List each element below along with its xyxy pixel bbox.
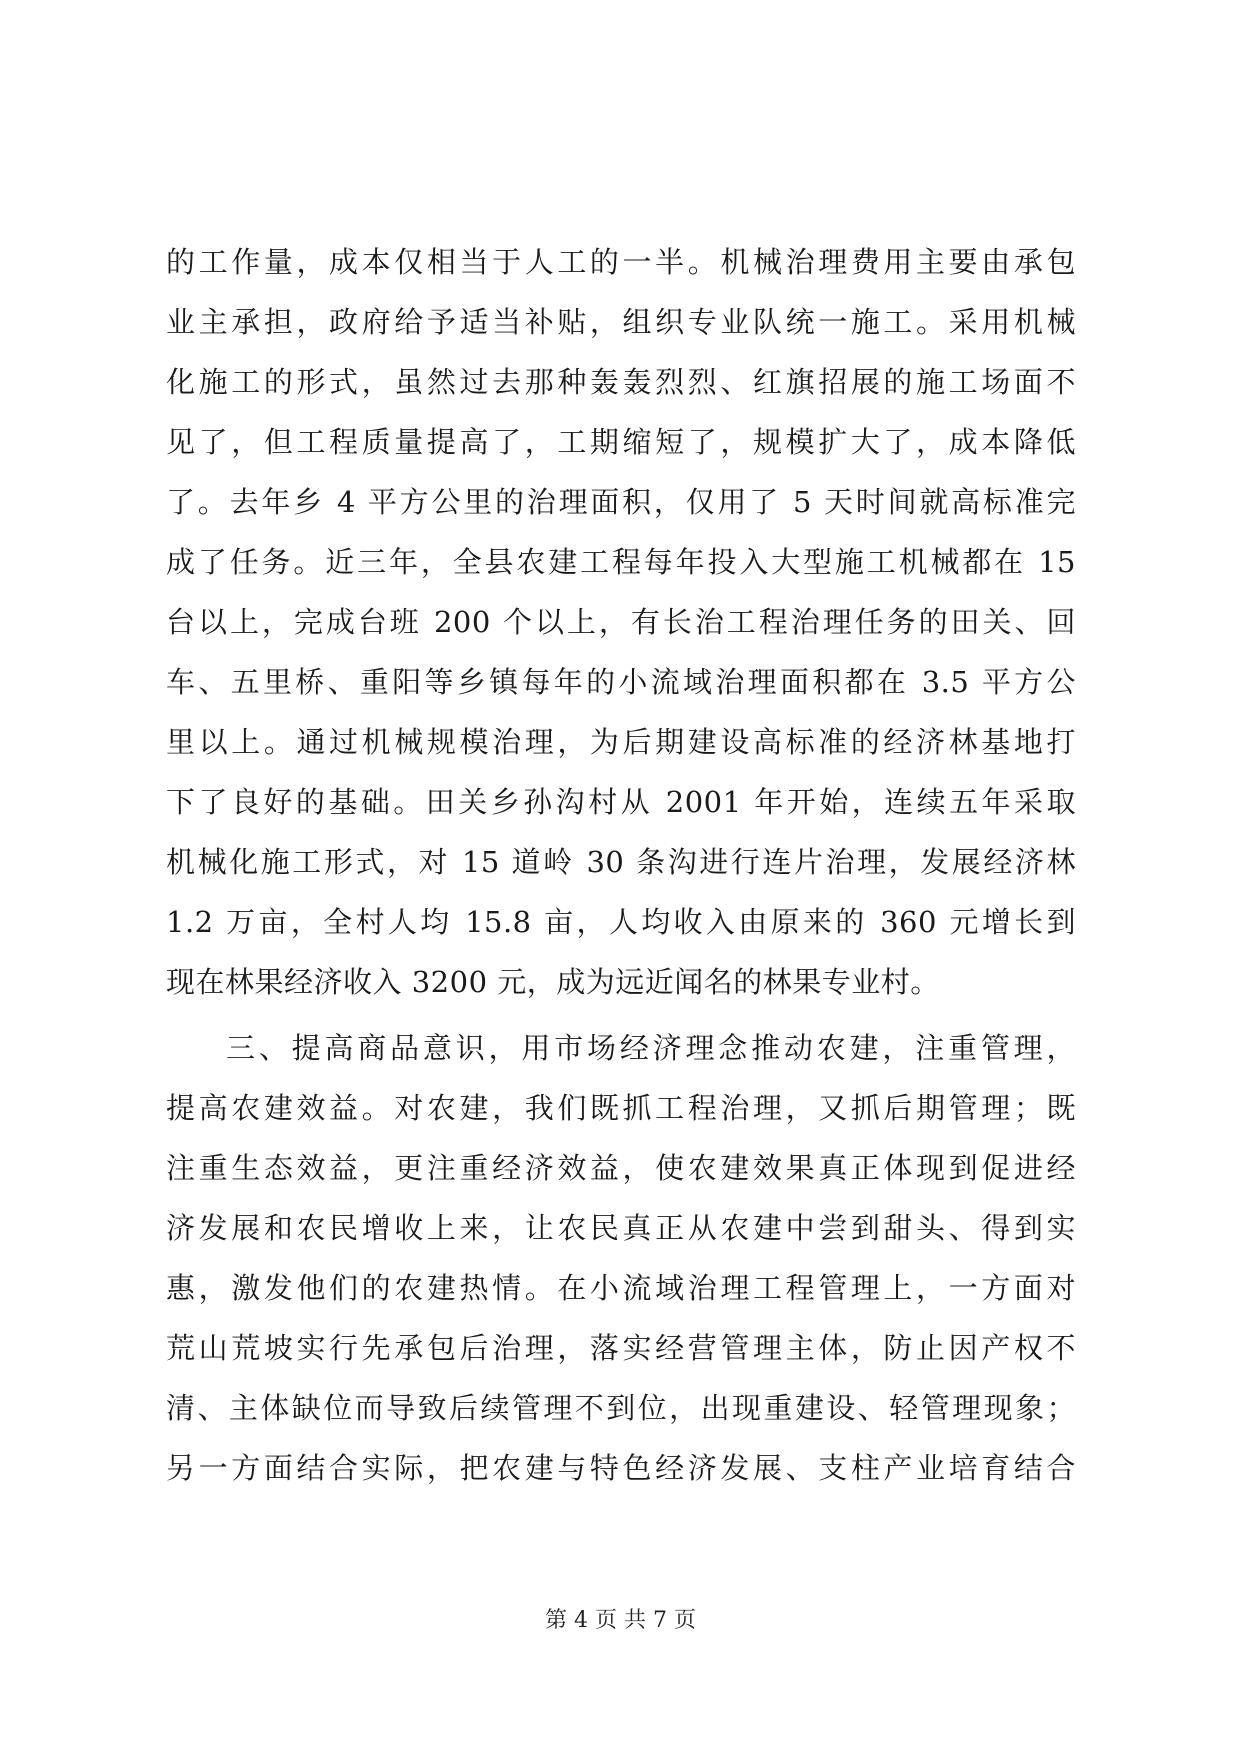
text-line: 1.2 万亩，全村人均 15.8 亩，人均收入由原来的 360 元增长到 [166, 905, 1076, 939]
text-line: 车、五里桥、重阳等乡镇每年的小流域治理面积都在 3.5 平方公 [166, 665, 1076, 699]
text-line: 现在林果经济收入 3200 元，成为远近闻名的林果专业村。 [166, 965, 940, 999]
text-line: 荒山荒坡实行先承包后治理，落实经营管理主体，防止因产权不 [166, 1331, 1076, 1365]
text-line: 化施工的形式，虽然过去那种轰轰烈烈、红旗招展的施工场面不 [166, 365, 1076, 399]
text-line: 见了，但工程质量提高了，工期缩短了，规模扩大了，成本降低 [166, 425, 1076, 459]
text-line: 提高农建效益。对农建，我们既抓工程治理，又抓后期管理；既 [166, 1091, 1076, 1125]
text-line: 机械化施工形式，对 15 道岭 30 条沟进行连片治理，发展经济林 [166, 845, 1076, 879]
text-line: 另一方面结合实际，把农建与特色经济发展、支柱产业培育结合 [166, 1451, 1076, 1485]
text-line: 业主承担，政府给予适当补贴，组织专业队统一施工。采用机械 [166, 305, 1076, 339]
text-line: 了。去年乡 4 平方公里的治理面积，仅用了 5 天时间就高标准完 [166, 485, 1076, 519]
text-line: 济发展和农民增收上来，让农民真正从农建中尝到甜头、得到实 [166, 1211, 1076, 1245]
text-line: 惠，激发他们的农建热情。在小流域治理工程管理上，一方面对 [166, 1271, 1076, 1305]
text-line: 清、主体缺位而导致后续管理不到位，出现重建设、轻管理现象； [166, 1391, 1076, 1425]
text-line: 下了良好的基础。田关乡孙沟村从 2001 年开始，连续五年采取 [166, 785, 1076, 819]
text-line: 成了任务。近三年，全县农建工程每年投入大型施工机械都在 15 [166, 545, 1076, 579]
text-line: 里以上。通过机械规模治理，为后期建设高标准的经济林基地打 [166, 725, 1076, 759]
page-number-footer: 第 4 页 共 7 页 [545, 1608, 696, 1633]
text-line: 注重生态效益，更注重经济效益，使农建效果真正体现到促进经 [166, 1151, 1076, 1185]
text-line: 台以上，完成台班 200 个以上，有长治工程治理任务的田关、回 [166, 605, 1076, 639]
text-line: 的工作量，成本仅相当于人工的一半。机械治理费用主要由承包 [166, 245, 1076, 279]
section-heading-line: 三、提高商品意识，用市场经济理念推动农建，注重管理， [226, 1031, 1076, 1065]
